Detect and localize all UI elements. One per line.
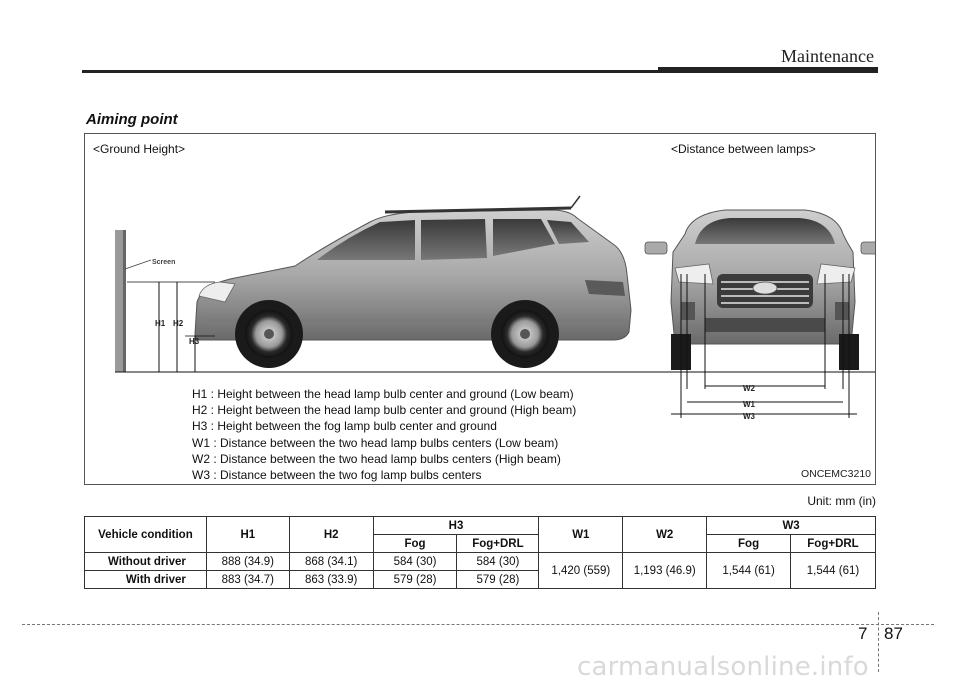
h3-label: H3 bbox=[189, 337, 200, 346]
header-w3-fog-drl: Fog+DRL bbox=[791, 535, 876, 553]
cell-w3-fog-drl: 1,544 (61) bbox=[791, 553, 876, 589]
header-vehicle-condition: Vehicle condition bbox=[85, 517, 207, 553]
suv-side-view bbox=[195, 196, 631, 368]
watermark: carmanualsonline.info bbox=[577, 652, 869, 682]
row-condition: With driver bbox=[85, 571, 207, 589]
header-w3-fog: Fog bbox=[707, 535, 791, 553]
legend-w2: W2 : Distance between the two head lamp bulbs centers (High beam) bbox=[192, 451, 561, 466]
cell-w2: 1,193 (46.9) bbox=[623, 553, 707, 589]
distance-between-lamps-label: <Distance between lamps> bbox=[671, 142, 816, 156]
header-h3-fog-drl: Fog+DRL bbox=[457, 535, 539, 553]
h2-label: H2 bbox=[173, 319, 184, 328]
header-title: Maintenance bbox=[781, 46, 874, 66]
figure-legend bbox=[192, 386, 576, 483]
header-w3: W3 bbox=[707, 517, 876, 535]
aiming-figure bbox=[84, 133, 876, 485]
header-rule bbox=[82, 70, 878, 73]
page-divider bbox=[878, 612, 879, 672]
aiming-table bbox=[84, 516, 876, 589]
h1-label: H1 bbox=[155, 319, 166, 328]
figure-code: ONCEMC3210 bbox=[800, 468, 871, 480]
cell-h1: 883 (34.7) bbox=[206, 571, 289, 589]
cell-h3-fog-drl: 579 (28) bbox=[457, 571, 539, 589]
w1-label: W1 bbox=[743, 400, 755, 409]
legend-w3: W3 : Distance between the two fog lamp bulbs centers bbox=[192, 468, 482, 483]
w3-label: W3 bbox=[743, 412, 755, 421]
table-row bbox=[85, 553, 876, 571]
legend-h1: H1 : Height between the head lamp bulb center and ground (Low beam) bbox=[192, 387, 574, 401]
legend-w1: W1 : Distance between the two head lamp bulbs centers (Low beam) bbox=[192, 435, 559, 450]
cell-h1: 888 (34.9) bbox=[206, 553, 289, 571]
header-h3-fog: Fog bbox=[373, 535, 457, 553]
section-title: Aiming point bbox=[86, 111, 178, 128]
cell-h3-fog-drl: 584 (30) bbox=[457, 553, 539, 571]
cell-h2: 863 (33.9) bbox=[289, 571, 373, 589]
screen-label: Screen bbox=[152, 259, 176, 266]
cell-w1: 1,420 (559) bbox=[539, 553, 623, 589]
suv-front-view bbox=[645, 210, 875, 370]
cell-h3-fog: 584 (30) bbox=[373, 553, 457, 571]
page-number: 87 bbox=[884, 624, 903, 643]
header-w1: W1 bbox=[539, 517, 623, 553]
chapter-number: 7 bbox=[858, 624, 868, 643]
screen-wall bbox=[115, 230, 151, 372]
header-w2: W2 bbox=[623, 517, 707, 553]
row-condition: Without driver bbox=[85, 553, 207, 571]
ground-height-label: <Ground Height> bbox=[93, 142, 186, 156]
header-h1: H1 bbox=[206, 517, 289, 553]
cell-h2: 868 (34.1) bbox=[289, 553, 373, 571]
cell-w3-fog: 1,544 (61) bbox=[707, 553, 791, 589]
header-h2: H2 bbox=[289, 517, 373, 553]
cell-h3-fog: 579 (28) bbox=[373, 571, 457, 589]
legend-h2: H2 : Height between the head lamp bulb center and ground (High beam) bbox=[192, 403, 577, 418]
header-h3: H3 bbox=[373, 517, 539, 535]
unit-label: Unit: mm (in) bbox=[807, 494, 876, 508]
w2-label: W2 bbox=[743, 384, 755, 393]
footer-rule bbox=[22, 624, 934, 625]
legend-h3: H3 : Height between the fog lamp bulb center and ground bbox=[192, 419, 497, 434]
